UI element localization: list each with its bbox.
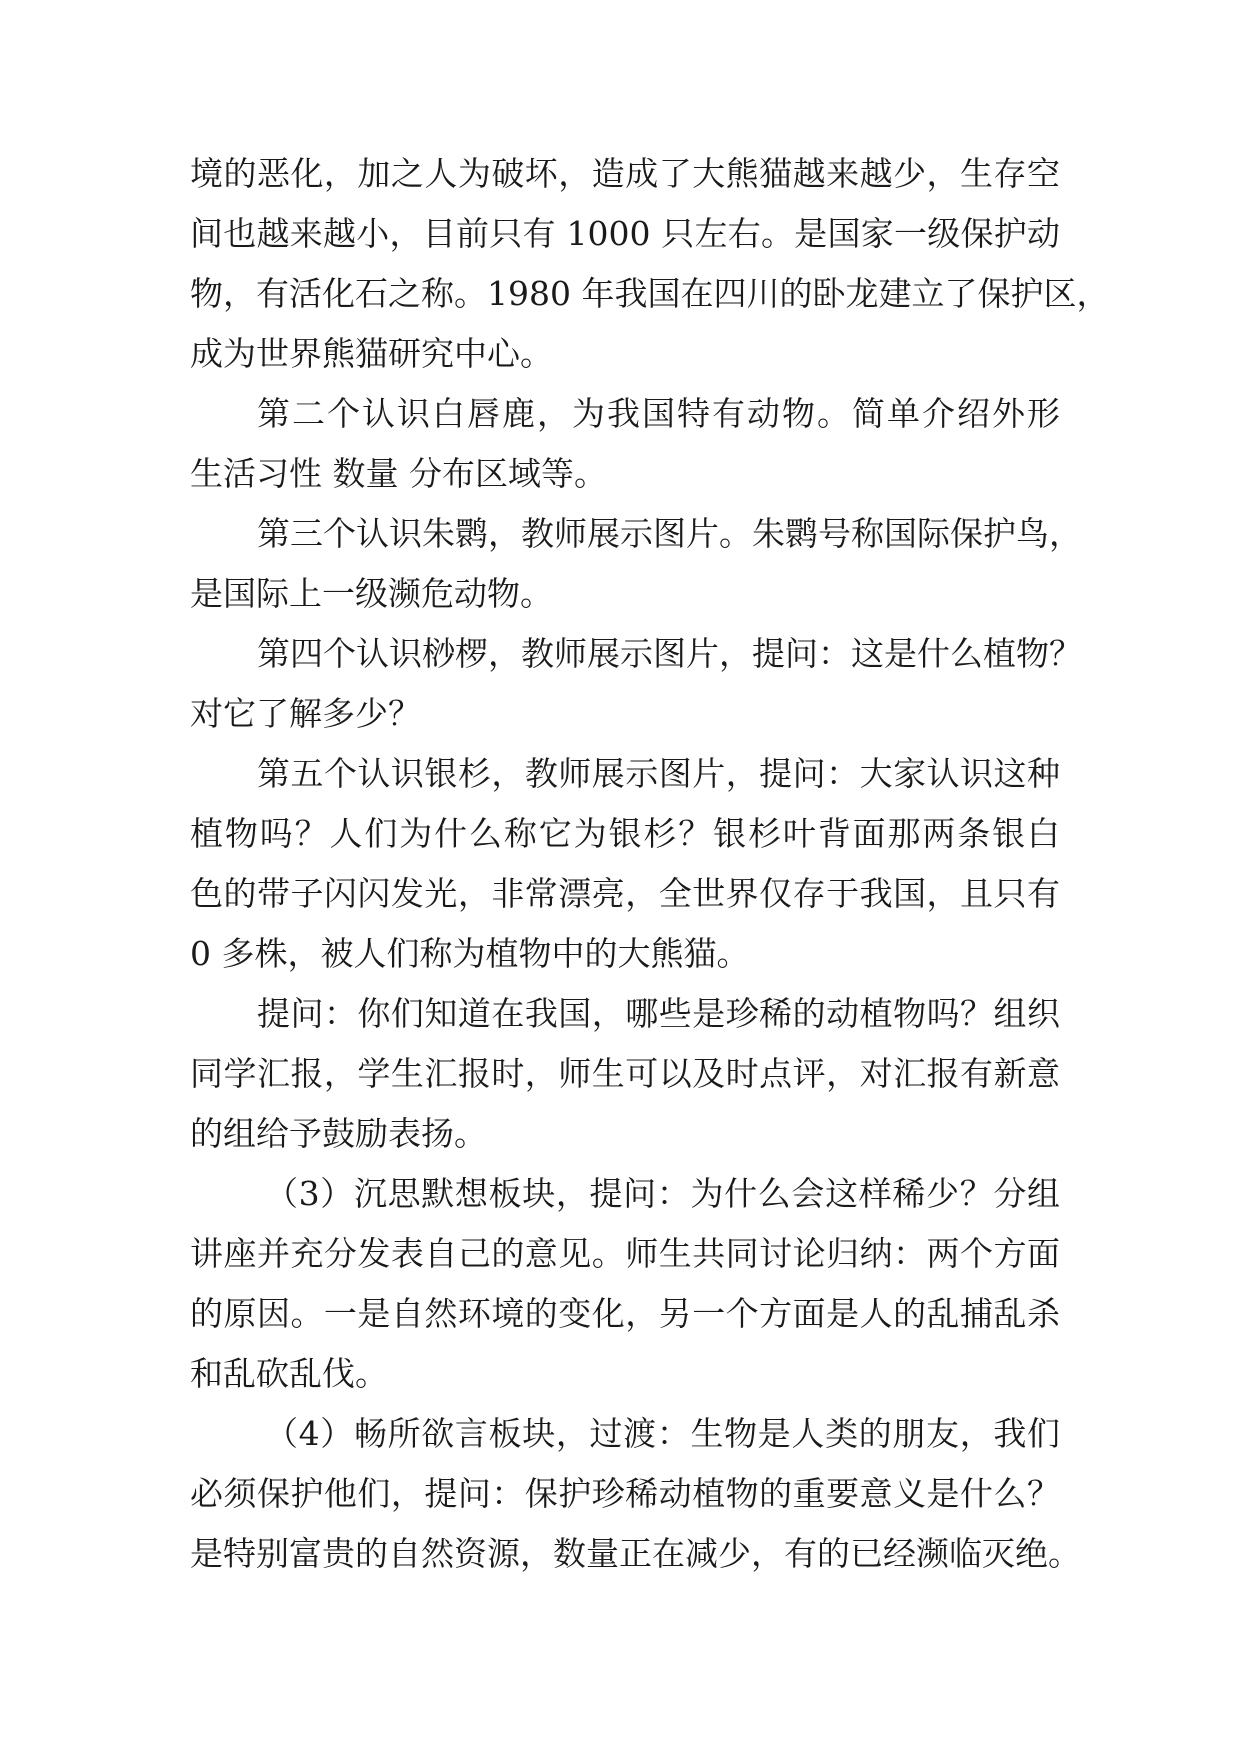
text-line: 间也越来越小，目前只有 1000 只左右。是国家一级保护动 [190, 214, 1060, 253]
paragraph-first-line: 第四个认识桫椤，教师展示图片，提问：这是什么植物？ [257, 634, 1082, 673]
text-line: 是国际上一级濒危动物。 [190, 574, 553, 613]
text-line: 境的恶化，加之人为破坏，造成了大熊猫越来越少，生存空 [190, 154, 1060, 193]
paragraph-first-line: 第二个认识白唇鹿，为我国特有动物。简单介绍外形 [257, 394, 1060, 433]
text-line: 成为世界熊猫研究中心。 [190, 334, 553, 373]
paragraph-first-line: 提问：你们知道在我国，哪些是珍稀的动植物吗？组织 [257, 994, 1060, 1033]
text-line: 植物吗？人们为什么称它为银杉？银杉叶背面那两条银白 [190, 814, 1060, 853]
paragraph-first-line: （4）畅所欲言板块，过渡：生物是人类的朋友，我们 [265, 1414, 1060, 1453]
text-line: 必须保护他们，提问：保护珍稀动植物的重要意义是什么？ [190, 1474, 1060, 1513]
text-line: 和乱砍乱伐。 [190, 1354, 388, 1393]
paragraph-first-line: 第三个认识朱鹮，教师展示图片。朱鹮号称国际保护鸟， [257, 514, 1082, 553]
text-line: 讲座并充分发表自己的意见。师生共同讨论归纳：两个方面 [190, 1234, 1060, 1273]
text-line: 同学汇报，学生汇报时，师生可以及时点评，对汇报有新意 [190, 1054, 1060, 1093]
text-line: 是特别富贵的自然资源，数量正在减少，有的已经濒临灭绝。 [190, 1534, 1081, 1573]
text-line: 色的带子闪闪发光，非常漂亮，全世界仅存于我国，且只有 [190, 874, 1060, 913]
text-line: 0 多株，被人们称为植物中的大熊猫。 [190, 934, 750, 973]
text-line: 对它了解多少？ [190, 694, 421, 733]
text-line: 生活习性 数量 分布区域等。 [190, 454, 607, 493]
text-line: 的原因。一是自然环境的变化，另一个方面是人的乱捕乱杀 [190, 1294, 1060, 1333]
paragraph-first-line: 第五个认识银杉，教师展示图片，提问：大家认识这种 [257, 754, 1060, 793]
paragraph-first-line: （3）沉思默想板块，提问：为什么会这样稀少？分组 [265, 1174, 1060, 1213]
text-line: 的组给予鼓励表扬。 [190, 1114, 487, 1153]
text-line: 物，有活化石之称。1980 年我国在四川的卧龙建立了保护区， [190, 274, 1110, 313]
